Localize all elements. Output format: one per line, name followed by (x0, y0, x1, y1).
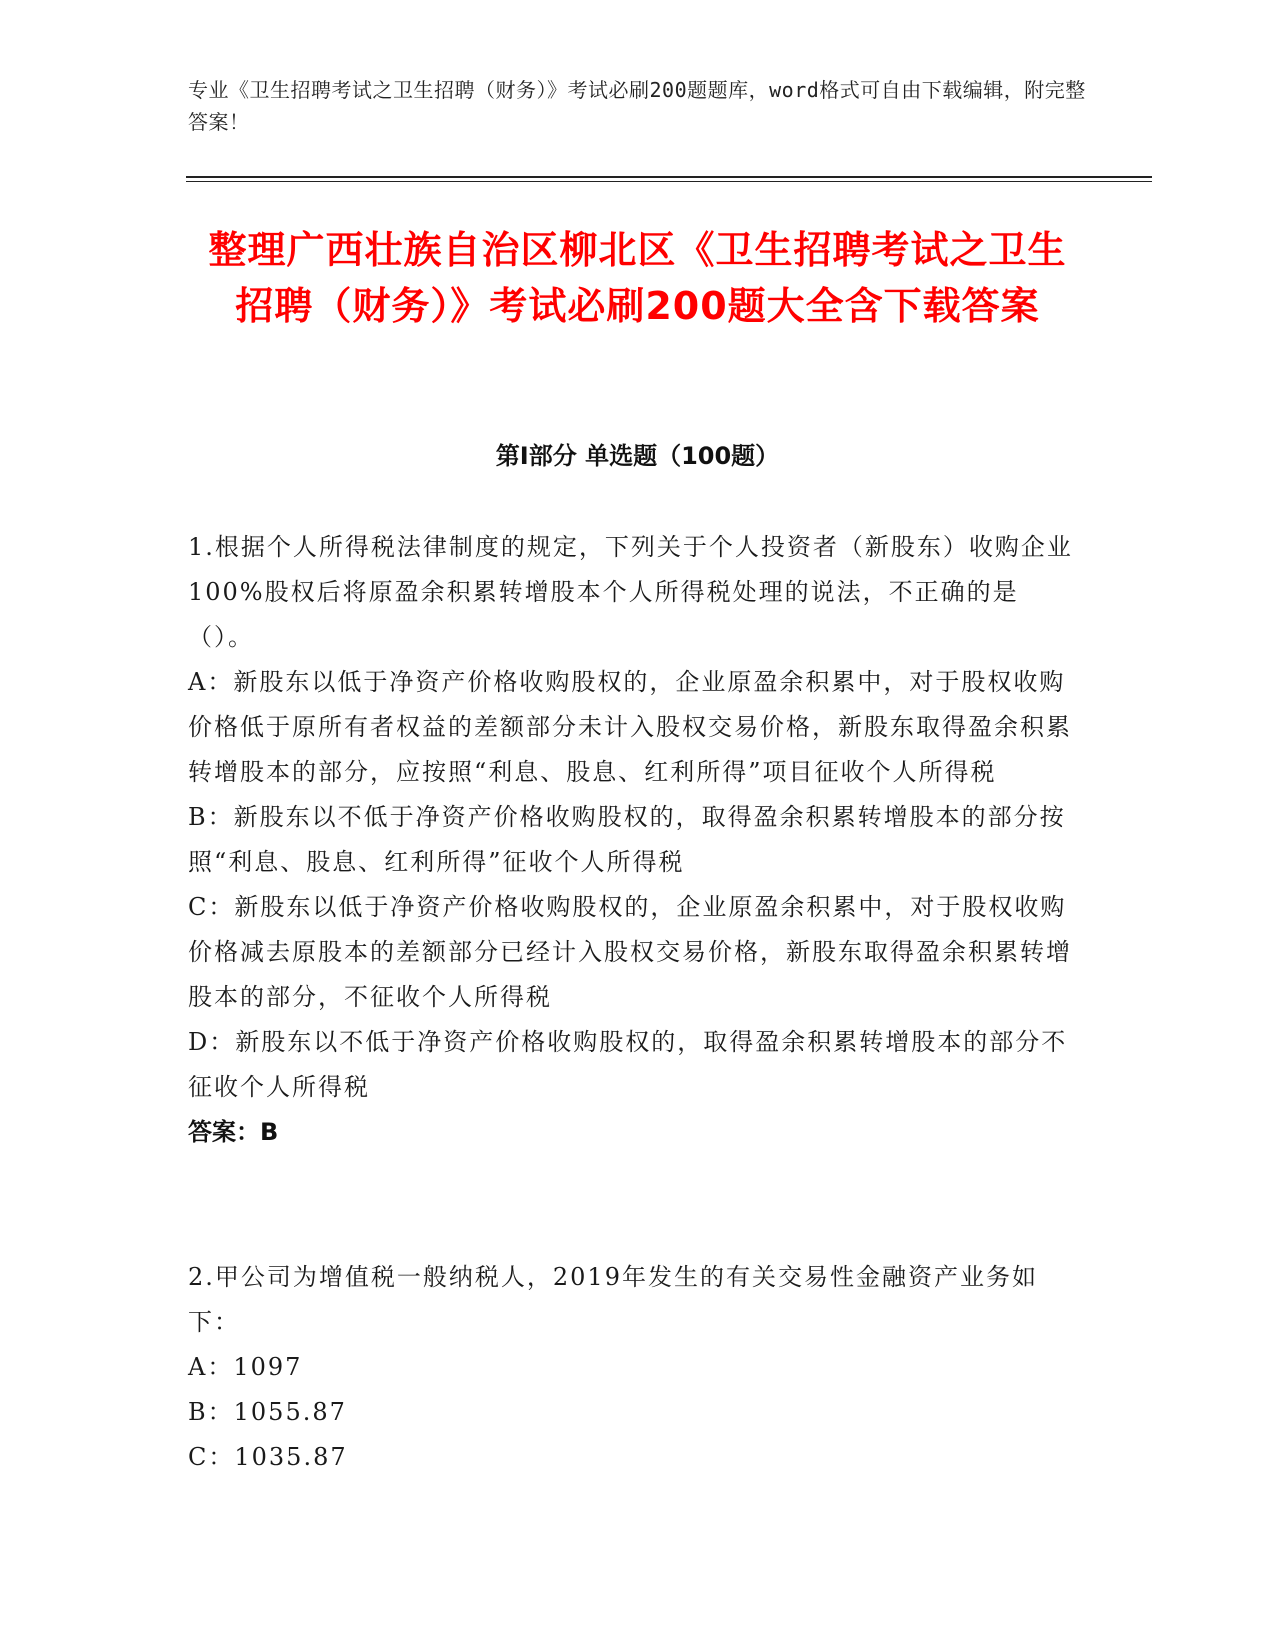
question-stem: 1.根据个人所得税法律制度的规定，下列关于个人投资者（新股东）收购企业100%股权后将原盈余积累转增股本个人所得税处理的说法，不正确的是（）。 (188, 533, 1073, 651)
option-b: B：1055.87 (188, 1398, 347, 1426)
question-block (188, 525, 1078, 1155)
option-c: C：新股东以低于净资产价格收购股权的，企业原盈余积累中，对于股权收购价格减去原股本的差额部分已经计入股权交易价格，新股东取得盈余积累转增股本的部分，不征收个人所得税 (188, 893, 1072, 1011)
header-note: 专业《卫生招聘考试之卫生招聘（财务）》考试必刷200题题库，word格式可自由下载编辑，附完整答案！ (188, 78, 1086, 134)
document-title: 整理广西壮族自治区柳北区《卫生招聘考试之卫生招聘（财务）》考试必刷200题大全含下载答案 (208, 228, 1067, 328)
option-a: A：1097 (188, 1353, 303, 1381)
option-d: D：新股东以不低于净资产价格收购股权的，取得盈余积累转增股本的部分不征收个人所得税 (188, 1028, 1068, 1101)
question-block (188, 1255, 1078, 1480)
option-b: B：新股东以不低于净资产价格收购股权的，取得盈余积累转增股本的部分按照“利息、股息、红利所得”征收个人所得税 (188, 803, 1066, 876)
header-divider-thick (186, 176, 1152, 178)
question-stem: 2.甲公司为增值税一般纳税人，2019年发生的有关交易性金融资产业务如下： (188, 1263, 1038, 1336)
option-c: C：1035.87 (188, 1443, 348, 1471)
header-divider-thin (186, 181, 1152, 182)
section-title: 第Ⅰ部分 单选题（100题） (495, 442, 780, 470)
option-a: A：新股东以低于净资产价格收购股权的，企业原盈余积累中，对于股权收购价格低于原所有者权益的差额部分未计入股权交易价格，新股东取得盈余积累转增股本的部分，应按照“利息、股息、红利所得”项目征收个人所得税 (188, 668, 1072, 786)
answer-label: 答案：B (188, 1118, 279, 1146)
